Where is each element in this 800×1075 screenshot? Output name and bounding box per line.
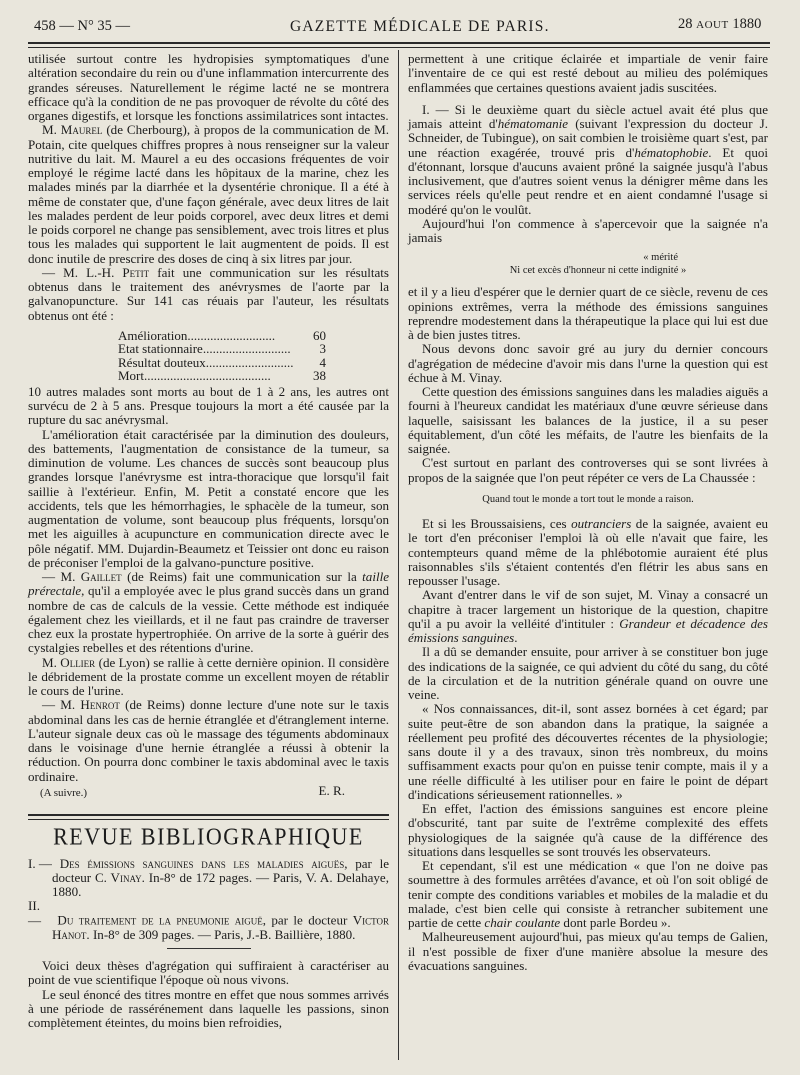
left-column bbox=[28, 52, 389, 1030]
paragraph: Avant d'entrer dans le vif de son sujet, M. Vinay a consacré un chapitre à tracer largement un historique de la question, chapitre qu'il a pu avoir la velléité d'intituler : Grandeur et décadence des émissions sanguines. bbox=[408, 587, 768, 645]
issue-date: 28 AOUT 1880 bbox=[678, 16, 762, 32]
table-value: 3 bbox=[319, 341, 326, 357]
paragraph: — M. L.-H. Petit fait une communication sur les résultats obtenus dans le traitement des anévrysmes de l'aorte par la galvanopuncture. Sur 141 cas réuais par l'auteur, les résultats obtenus ont été : bbox=[28, 264, 390, 323]
paragraph: — M. Gaillet (de Reims) fait une communication sur la taille prérectale, qu'il a employée avec le plus grand succès dans un grand nombre de cas de calculs de la vessie. Cette méthode est indiquée également chez les vieillards, et il ne faut pas craindre de traverser chez eux la prostate hypertrophiée. On arrive de la sorte à guérir des cystalgies rebelles et des rétentions d'urine. bbox=[28, 569, 389, 656]
bibliography-entry: II. — Du traitement de la pneumonie aiguë, par le docteur Victor Hanot. In-8° de 309 pages. — Paris, J.-B. Baillière, 1880. bbox=[28, 898, 389, 942]
quote-line: Ni cet excès d'honneur ni cette indignité » bbox=[509, 265, 687, 277]
paragraph: — M. Henrot (de Reims) donne lecture d'une note sur le taxis abdominal dans les cas de hernie étranglée et d'étranglement interne. L'auteur signale deux cas où le massage des téguments abdominaux dans le voisinage d'une hernie étranglée a réussi à obtenir la réduction. On pourra donc combiner le taxis abdominal avec le taxis ordinaire. bbox=[28, 697, 389, 784]
paragraph: et il y a lieu d'espérer que le dernier quart de ce siècle, revenu de ces opinions extrêmes, verra la méthode des émissions sanguines reprendre modestement dans la thérapeutique la place qui lui est due à de bien justes titres. bbox=[408, 284, 768, 342]
table-row bbox=[118, 369, 326, 383]
paragraph: C'est surtout en parlant des controverses qui se sont livrées à propos de la saignée que l'on peut répéter ce vers de La Chaussée : bbox=[408, 455, 768, 485]
section-title: REVUE BIBLIOGRAPHIQUE bbox=[53, 822, 364, 851]
paragraph: L'amélioration était caractérisée par la diminution des douleurs, des battements, l'augmentation de consistance de la tumeur, sa diminution de volume. Les chances de succès sont beaucoup plus grandes lorsque l'anévrysme est intra-thoracique que lorsqu'il fait saillie à l'extérieur. Enfin, M. Petit a constaté encore que les accidents, tels que les hémorrhagies, le sphacèle de la tumeur, son augmentation de volume, sont beaucoup plus fréquents, lorsqu'on met les aiguilles à acupuncture en communication directe avec le pôle négatif. MM. Dujardin-Beaumetz et Teissier ont donc eu raison de préconiser l'emploi de la galvano-puncture positive. bbox=[28, 426, 389, 570]
paragraph: Voici deux thèses d'agrégation qui suffiraient à caractériser au point de vue scientifique l'époque où nous vivons. bbox=[28, 958, 389, 988]
paragraph: « Nos connaissances, dit-il, sont assez bornées à cet égard; par suite peut-être de son abandon dans la pratique, la saignée a réellement peu profité des découvertes récentes de la physiologie; sans doute il y a des travaux, sinon très nombreux, du moins suffisamment exacts pour qu'on en puisse tenir compte, mais il y a une réelle difficulté à les utiliser pour en faire le point de départ d'indications sérieusement rationnelles. » bbox=[408, 701, 768, 802]
column-divider bbox=[398, 50, 399, 1060]
paragraph: Malheureusement aujourd'hui, pas mieux qu'au temps de Galien, il n'est possible de fixer d'une manière absolue la mesure des évacuations sanguines. bbox=[408, 929, 768, 973]
page-header bbox=[0, 0, 800, 36]
to-be-continued: (A suivre.) bbox=[40, 787, 88, 799]
quote-line: « mérité bbox=[643, 252, 678, 264]
paragraph: M. Ollier (de Lyon) se rallie à cette dernière opinion. Il considère le débridement de la prostate comme un excellent moyen de rétablir le cours de l'urine. bbox=[28, 654, 389, 698]
verse-quote bbox=[408, 251, 768, 277]
page-number-issue: 458 — N° 35 — bbox=[34, 18, 131, 34]
table-value: 38 bbox=[313, 368, 326, 384]
paragraph: Il a dû se demander ensuite, pour arriver à se constituer bon juge des indications de la saignée, ce qui advient du côté du sang, du côté de la circulation et de la nutrition générale quand on ouvre une veine. bbox=[408, 644, 768, 702]
table-label: Amélioration........................... bbox=[118, 328, 276, 343]
journal-title: GAZETTE MÉDICALE DE PARIS. bbox=[290, 18, 550, 35]
paragraph: Cette question des émissions sanguines dans les maladies aiguës a fourni à l'heureux candidat les matériaux d'une œuvre sérieuse dans laquelle, saisissant les balances de la justice, il a su peser équitablement, d'un côté les méfaits, de l'autre les bienfaits de la saignée. bbox=[408, 384, 768, 456]
paragraph: Aujourd'hui l'on commence à s'apercevoir que la saignée n'a jamais bbox=[408, 215, 768, 245]
paragraph: utilisée surtout contre les hydropisies symptomatiques d'une altération secondaire du rein ou d'une inflammation intercurrente des grandes séreuses. Naturellement le régime lacté ne se montrera efficace qu'à la condition de ne pas provoquer de révolte du côté des organes digestifs, et lorsque les fonctions assimilatrices sont intactes. bbox=[28, 51, 389, 123]
paragraph: Nous devons donc savoir gré au jury du dernier concours d'agrégation de médecine d'avoir mis dans l'urne la question qui est échue à M. Vinay. bbox=[408, 341, 768, 385]
table-value: 60 bbox=[313, 327, 326, 343]
results-table bbox=[118, 329, 326, 383]
bibliography-entry: I. — Des émissions sanguines dans les maladies aiguës, par le docteur C. Vinay. In-8° de 172 pages. — Paris, V. A. Delahaye, 1880. bbox=[28, 855, 389, 899]
table-label: Mort....................................... bbox=[118, 369, 271, 383]
paragraph: I. — Si le deuxième quart du siècle actuel avait été plus que jamais atteint d'hématomanie (suivant l'expression du docteur J. Schneider, de Tubingue), on sait combien le troisième quart s'est, par une réaction exagérée, trouvé pris d'hématophobie. Et quoi d'étonnant, lorsque d'aucuns avaient prôné la saignée jusqu'à l'abus inclusivement, que d'autres soient venus la dénigrer même dans les services réels qu'elle peut rendre et en aient condamné l'usage si modéré qu'on le voulût. bbox=[408, 101, 769, 217]
signature: E. R. bbox=[318, 782, 345, 798]
table-label: Etat stationnaire........................... bbox=[118, 342, 291, 356]
section-rule bbox=[28, 814, 389, 820]
paragraph: Et si les Broussaisiens, ces outranciers de la saignée, avaient eu le tort d'en préconiser l'emploi là où elle n'avait que faire, les contempteurs quand même de la phlébotomie auraient été plus raisonnables s'ils s'étaient contentés d'en flétrir les abus sans en repousser l'usage. bbox=[408, 516, 769, 588]
table-row bbox=[118, 342, 326, 356]
verse-quote: Quand tout le monde a tort tout le monde a raison. bbox=[482, 493, 694, 505]
short-rule bbox=[167, 948, 251, 949]
table-row bbox=[118, 329, 326, 343]
right-column bbox=[408, 52, 768, 973]
paragraph: Le seul énoncé des titres montre en effet que nous sommes arrivés à une période de rassérénement dans laquelle les passions, sinon complètement éteintes, du moins bien refroidies, bbox=[28, 986, 389, 1030]
table-value: 4 bbox=[319, 354, 326, 370]
paragraph: En effet, l'action des émissions sanguines est encore pleine d'obscurité, tant par suite de l'extrême complexité des effets physiologiques de la saignée qu'à cause de la différence des situations dans lesquelles se sont trouvés les observateurs. bbox=[408, 801, 768, 859]
bibliography-list bbox=[28, 857, 389, 943]
table-row bbox=[118, 356, 326, 370]
header-rule bbox=[28, 42, 770, 48]
table-label: Résultat douteux........................... bbox=[118, 355, 294, 370]
paragraph: Et cependant, s'il est une médication « que l'on ne doive pas soumettre à des formules arrêtées d'avance, et où l'on soit obligé de tenir compte des conditions variables et mobiles de la maladie et du malade, c'est bien celle qui consiste à retrancher subitement une partie de cette chair coulante dont parle Bordeu ». bbox=[408, 858, 768, 930]
paragraph: permettent à une critique éclairée et impartiale de venir faire l'inventaire de ce qui est resté debout au milieu des polémiques enflammées que certaines questions avaient jadis suscitées. bbox=[408, 51, 768, 95]
paragraph: M. Maurel (de Cherbourg), à propos de la communication de M. Potain, cite quelques chiffres propres à nous renseigner sur la valeur nutritive du lait. M. Maurel a eu des occasions fréquentes de voir employé le régime lacté dans les hôpitaux de la marine, chez les malades minés par la diarrhée et la dysentérie chronique. Il a été à même de constater que, d'une façon générale, avec deux litres de lait les malades perdent de leur poids corporel, avec deux litres et demi le poids corporel ne change pas sensiblement, avec trois litres et plus tous les malades qui supportent le lait augmentent de poids. Il est donc inutile de prescrire des doses de cinq à six litres par jour. bbox=[28, 122, 389, 266]
paragraph: 10 autres malades sont morts au bout de 1 à 2 ans, les autres ont survécu de 2 à 5 ans. Presque toujours la mort a été causée par la rupture du sac anévrysmal. bbox=[28, 383, 389, 428]
